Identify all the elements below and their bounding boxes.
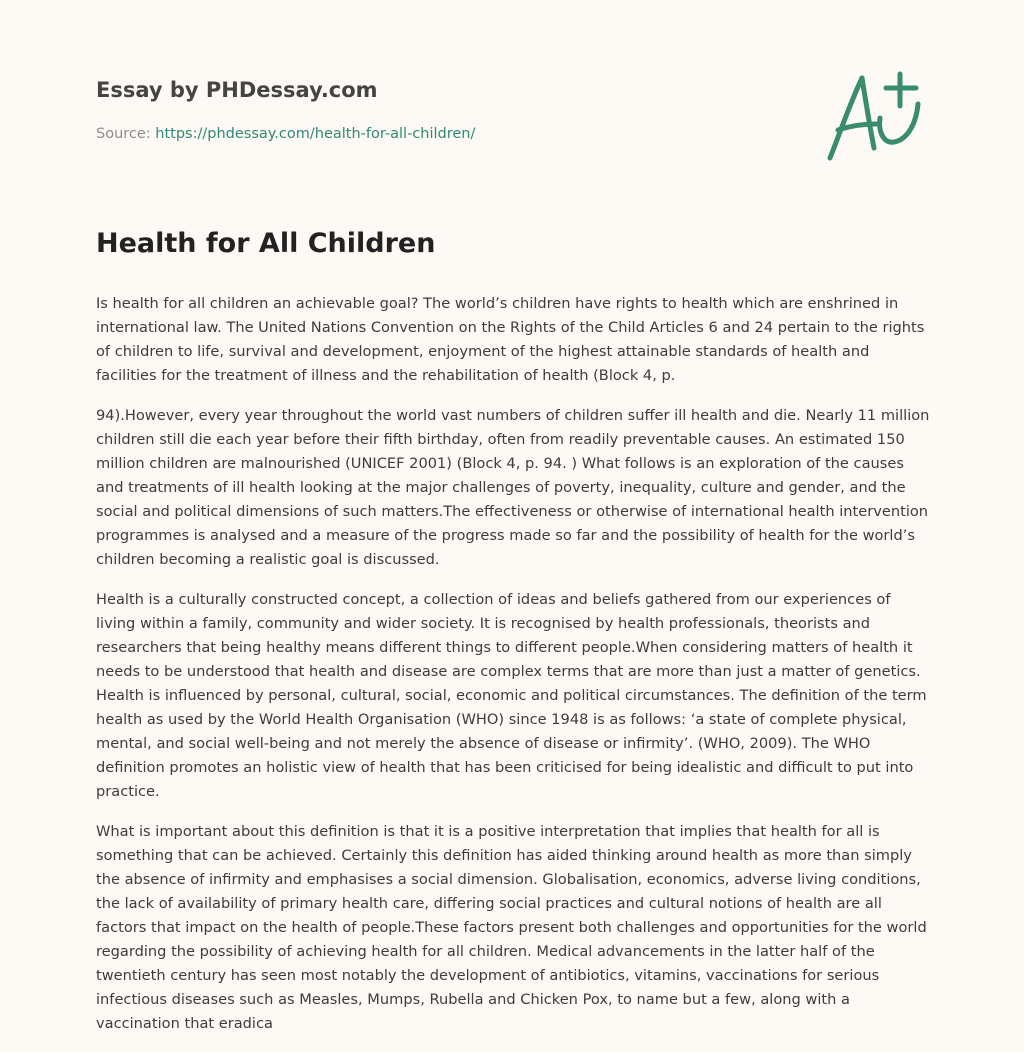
logo-a-left-stroke xyxy=(830,78,862,158)
logo-a-right-stroke xyxy=(862,78,874,148)
essay-content xyxy=(96,224,932,1052)
essay-title: Health for All Children xyxy=(96,228,436,259)
essay-paragraph-3: Health is a culturally constructed concept, a collection of ideas and beliefs gathered from our experiences of living within a family, community and wider society. It is recognised by health professionals, theorists and researchers that being healthy means different things to different people.When considering matters of health it needs to be understood that health and disease are complex terms that are more than just a matter of genetics. Health is influenced by personal, cultural, social, economic and political circumstances. The definition of the term health as used by the World Health Organisation (WHO) since 1948 is as follows: ‘a state of complete physical, mental, and social well-being and not merely the absence of disease or infirmity’. (WHO, 2009). The WHO definition promotes an holistic view of health that has been criticised for being idealistic and difficult to put into practice. xyxy=(96,591,927,800)
logo-swoosh xyxy=(880,104,918,142)
a-plus-logo-svg xyxy=(820,68,930,164)
essay-paragraph-2: 94).However, every year throughout the world vast numbers of children suffer ill health and die. Nearly 11 million children still die each year before their fifth birthday, often from readily preventable causes. An estimated 150 million children are malnourished (UNICEF 2001) (Block 4, p. 94. ) What follows is an exploration of the causes and treatments of ill health looking at the major challenges of poverty, inequality, culture and gender, and the social and political dimensions of such matters.The effectiveness or otherwise of international health intervention programmes is analysed and a measure of the progress made so far and the possibility of health for the world’s children becoming a realistic goal is discussed. xyxy=(96,407,930,568)
source-link[interactable]: https://phdessay.com/health-for-all-children/ xyxy=(155,126,476,142)
a-plus-logo-icon xyxy=(820,68,930,164)
essay-paragraph-1: Is health for all children an achievable goal? The world’s children have rights to health which are enshrined in international law. The United Nations Convention on the Rights of the Child Articles 6 and 24 pertain to the rights of children to life, survival and development, enjoyment of the highest attainable standards of health and facilities for the treatment of illness and the rehabilitation of health (Block 4, p. xyxy=(96,295,925,384)
page-header xyxy=(96,76,796,144)
source-label: Source: xyxy=(96,126,156,142)
site-title: Essay by PHDessay.com xyxy=(96,78,378,102)
essay-paragraph-4: What is important about this definition is that it is a positive interpretation that implies that health for all is something that can be achieved. Certainly this definition has aided thinking around health as more than simply the absence of infirmity and emphasises a social dimension. Globalisation, economics, adverse living conditions, the lack of availability of primary health care, differing social practices and cultural notions of health are all factors that impact on the health of people.These factors present both challenges and opportunities for the world regarding the possibility of achieving health for all children. Medical advancements in the latter half of the twentieth century has seen most notably the development of antibiotics, vitamins, vaccinations for serious infectious diseases such as Measles, Mumps, Rubella and Chicken Pox, to name but a few, along with a vaccination that eradica xyxy=(96,823,927,1032)
source-line xyxy=(96,124,796,144)
